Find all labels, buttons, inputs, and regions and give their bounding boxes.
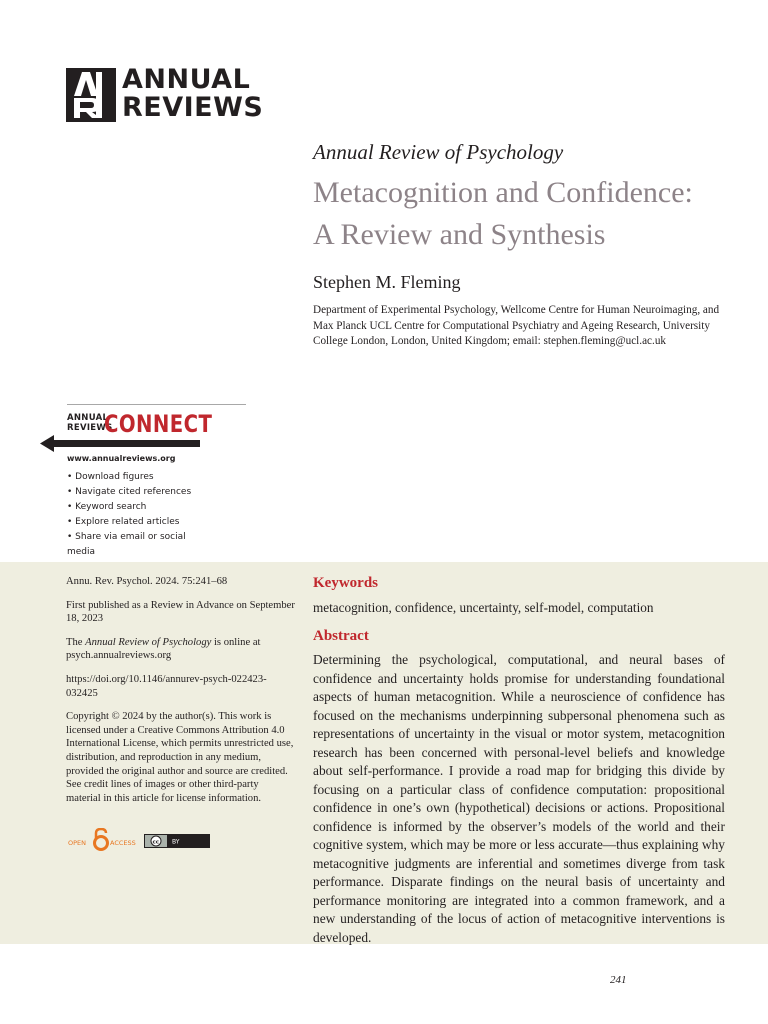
online-note-post: is online at psych.annualreviews.org: [66, 636, 261, 662]
list-item: • Download figures: [67, 470, 206, 485]
by-text: BY: [172, 838, 180, 846]
online-note-journal: Annual Review of Psychology: [85, 636, 212, 648]
article-title-line2: A Review and Synthesis: [313, 218, 606, 251]
connect-heading: CONNECT: [104, 410, 213, 438]
connect-divider: [67, 404, 246, 405]
copyright-notice: Copyright © 2024 by the author(s). This work is licensed under a Creative Commons Attribution 4.0 International License, which permits unrestricted use, distribution, and reproduction in any medium, provided the original author and source are credited. See credit lines of images or other third-party material in this article for license information.: [66, 711, 294, 804]
connect-feature-list: [67, 470, 206, 560]
publisher-name-line2: REVIEWS: [122, 92, 264, 123]
online-note-pre: The: [66, 636, 86, 648]
online-note: [66, 636, 296, 663]
cc-by-license-icon: [144, 834, 210, 848]
article-title: [313, 172, 753, 256]
annual-reviews-logo-icon: [66, 68, 116, 122]
author-affiliation: Department of Experimental Psychology, Wellcome Centre for Human Neuroimaging, and Max Planck UCL Centre for Computational Psychiatry and Ageing Research, University College London, London, United Kingdom; email: stephen.fleming@ucl.ac.uk: [313, 304, 720, 347]
publisher-name-line1: ANNUAL: [122, 64, 251, 95]
journal-name: Annual Review of Psychology: [313, 140, 564, 164]
page-number: 241: [610, 974, 627, 986]
oa-access-text: ACCESS: [110, 839, 136, 847]
list-item: • Explore related articles: [67, 515, 206, 530]
connect-brand-line2: REVIEWS: [67, 422, 113, 433]
article-title-line1: Metacognition and Confidence:: [313, 176, 693, 209]
oa-open-text: OPEN: [68, 839, 87, 847]
publisher-logo: [66, 66, 266, 126]
connect-url-link[interactable]: www.annualreviews.org: [67, 454, 176, 463]
citation: Annu. Rev. Psychol. 2024. 75:241–68: [66, 576, 228, 587]
list-item: • Navigate cited references: [67, 485, 206, 500]
publication-date: First published as a Review in Advance on September 18, 2023: [66, 599, 295, 625]
cc-text: cc: [152, 839, 160, 846]
abstract-text: Determining the psychological, computational, and neural bases of confidence and uncertainty holds promise for understanding foundational aspects of human metacognition. While a neuroscience of confidence has focused on the mechanisms underpinning subpersonal phenomena such as representations of uncertainty in the visual or motor system, metacognition research has been concerned with personal-level beliefs and knowledge about self-performance. I provide a road map for bridging this divide by focusing on a particular class of confidence computation: propositional confidence in one’s own (hypothetical) decisions or actions. Propositional confidence is informed by the observer’s models of the world and their cognitive system, which may be more or less accurate—thus explaining why metacognitive judgments are inferential and sometimes diverge from task performance. Disparate findings on the neural basis of uncertainty and performance monitoring are integrated into a common framework, and a new understanding of the locus of action of metacognitive interventions is developed.: [313, 652, 725, 945]
list-item: • Keyword search: [67, 500, 206, 515]
keywords-heading: Keywords: [313, 575, 378, 591]
doi-link[interactable]: https://doi.org/10.1146/annurev-psych-022423-032425: [66, 673, 267, 699]
connect-brand-line1: ANNUAL: [67, 413, 109, 423]
list-item: • Share via email or social media: [67, 530, 206, 560]
keywords-abstract-column: [313, 575, 725, 947]
author-name: Stephen M. Fleming: [313, 272, 461, 292]
article-info-sidebar: [66, 575, 296, 815]
annual-reviews-connect-box: [40, 404, 213, 557]
abstract-heading: Abstract: [313, 628, 369, 644]
keywords-list: metacognition, confidence, uncertainty, self-model, computation: [313, 600, 654, 615]
open-access-badges: [68, 828, 218, 856]
